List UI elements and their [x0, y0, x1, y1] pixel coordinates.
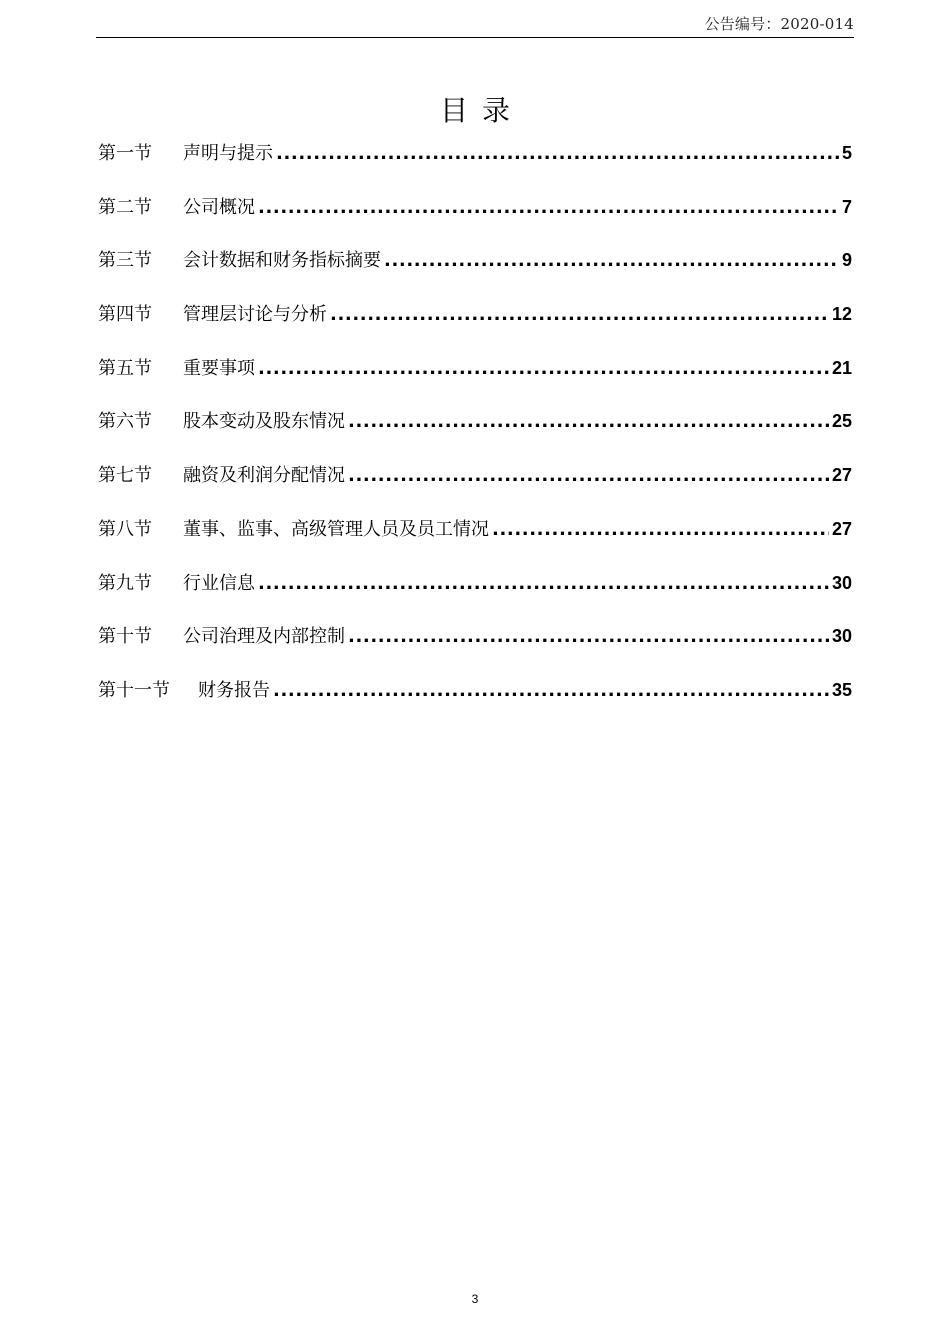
toc-title: 公司治理及内部控制	[183, 626, 345, 648]
toc-entry-4[interactable]	[98, 299, 852, 353]
toc-entry-10[interactable]	[98, 621, 852, 675]
toc-section-label: 第五节	[98, 357, 152, 379]
toc-dot-leader	[330, 300, 829, 330]
toc-section-label: 第八节	[98, 518, 152, 540]
toc-entry-5[interactable]	[98, 353, 852, 407]
toc-page-number: 21	[831, 357, 852, 378]
toc-title: 行业信息	[183, 572, 255, 594]
toc-page-number: 27	[831, 465, 852, 486]
toc-title: 财务报告	[198, 679, 270, 701]
toc-page-number: 5	[841, 143, 852, 163]
toc-entry-2[interactable]	[98, 192, 852, 246]
toc-section-label: 第十一节	[98, 679, 170, 701]
toc-dot-leader	[258, 569, 829, 599]
toc-entry-6[interactable]	[98, 406, 852, 460]
toc-section-label: 第十节	[98, 626, 152, 648]
toc-title: 声明与提示	[183, 143, 273, 164]
toc-dot-leader	[276, 139, 839, 169]
toc-section-label: 第六节	[98, 411, 152, 433]
toc-title: 会计数据和财务指标摘要	[183, 250, 381, 272]
toc-entry-3[interactable]	[98, 245, 852, 299]
toc-page-number: 9	[841, 250, 852, 271]
toc-section-label: 第九节	[98, 572, 152, 594]
header-divider	[96, 37, 854, 38]
page-title: 目录	[439, 93, 524, 127]
toc-dot-leader	[258, 354, 829, 384]
toc-dot-leader	[384, 246, 839, 276]
toc-entry-9[interactable]	[98, 568, 852, 622]
toc-entry-1[interactable]	[98, 138, 852, 192]
toc-dot-leader	[348, 407, 829, 437]
toc-entry-11[interactable]	[98, 675, 852, 729]
toc-page-number: 25	[831, 411, 852, 432]
toc-page-number: 30	[831, 572, 852, 593]
toc-title: 公司概况	[183, 196, 255, 218]
toc-section-label: 第三节	[98, 250, 152, 272]
toc-page-number: 27	[831, 518, 852, 539]
toc-section-label: 第一节	[98, 143, 152, 164]
toc-entry-8[interactable]	[98, 514, 852, 568]
toc-title: 董事、监事、高级管理人员及员工情况	[183, 518, 489, 540]
toc-page-number: 30	[831, 626, 852, 647]
toc-title: 重要事项	[183, 357, 255, 379]
toc-section-label: 第二节	[98, 196, 152, 218]
toc-title: 管理层讨论与分析	[183, 304, 327, 326]
footer-page-number: 3	[471, 1292, 479, 1306]
toc-dot-leader	[348, 461, 829, 491]
toc-dot-leader	[492, 515, 829, 545]
toc-entry-7[interactable]	[98, 460, 852, 514]
announcement-number: 公告编号：2020-014	[704, 15, 854, 33]
toc-page-number: 7	[841, 196, 852, 217]
toc-title: 融资及利润分配情况	[183, 465, 345, 487]
toc-title: 股本变动及股东情况	[183, 411, 345, 433]
toc-page-number: 35	[831, 679, 852, 700]
toc-section-label: 第七节	[98, 465, 152, 487]
toc-page-number: 12	[831, 304, 852, 325]
toc-dot-leader	[348, 622, 829, 652]
table-of-contents	[98, 138, 852, 729]
toc-section-label: 第四节	[98, 304, 152, 326]
toc-dot-leader	[273, 676, 829, 706]
toc-dot-leader	[258, 193, 839, 223]
